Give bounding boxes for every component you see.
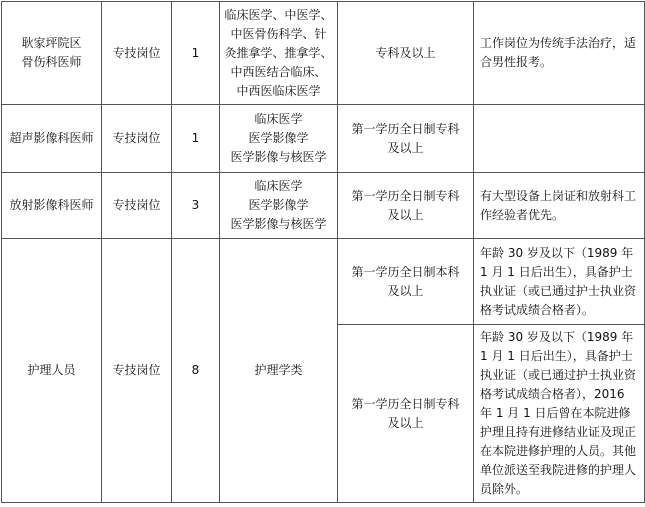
education-text: 及以上 — [387, 415, 424, 430]
education-cell — [338, 325, 474, 503]
position-text: 骨伤科医师 — [21, 55, 82, 69]
position-cell: 护理人员 — [2, 239, 102, 503]
major-cell: 护理学类 — [220, 239, 338, 503]
table-row — [2, 2, 645, 105]
major-text: 医学影像与核医学 — [230, 217, 327, 231]
table-row — [2, 239, 645, 325]
headcount-cell: 1 — [172, 105, 220, 173]
education-cell — [338, 105, 474, 173]
table-row — [2, 105, 645, 173]
recruitment-table — [1, 1, 645, 503]
education-cell: 专科及以上 — [338, 2, 474, 105]
post-type-cell: 专技岗位 — [102, 105, 172, 173]
requirements-cell: 有大型设备上岗证和放射科工作经验者优先。 — [474, 173, 645, 239]
education-cell — [338, 173, 474, 239]
position-text: 耿家坪院区 — [21, 36, 82, 50]
table-row — [2, 173, 645, 239]
education-text: 第一学历全日制专科 — [351, 188, 460, 203]
headcount-cell: 3 — [172, 173, 220, 239]
requirements-cell: 工作岗位为传统手法治疗，适合男性报考。 — [474, 2, 645, 105]
major-text: 临床医学 — [254, 112, 303, 126]
major-text: 医学影像与核医学 — [230, 150, 327, 164]
post-type-cell: 专技岗位 — [102, 2, 172, 105]
major-cell — [220, 105, 338, 173]
position-cell: 放射影像科医师 — [2, 173, 102, 239]
education-text: 第一学历全日制专科 — [351, 121, 460, 136]
post-type-cell: 专技岗位 — [102, 239, 172, 503]
major-text: 中西医临床医学 — [236, 83, 321, 98]
position-cell: 超声影像科医师 — [2, 105, 102, 173]
position-cell — [2, 2, 102, 105]
major-text: 临床医学、中医学、 — [224, 7, 333, 22]
education-text: 第一学历全日制专科 — [351, 396, 460, 411]
headcount-cell: 1 — [172, 2, 220, 105]
major-text: 中西医结合临床、 — [230, 64, 327, 79]
education-text: 及以上 — [387, 140, 424, 155]
education-text: 及以上 — [387, 207, 424, 222]
education-text: 及以上 — [387, 283, 424, 298]
major-text: 中医骨伤科学、针 — [230, 26, 327, 41]
major-cell — [220, 173, 338, 239]
education-text: 第一学历全日制本科 — [351, 264, 460, 279]
major-text: 临床医学 — [254, 179, 303, 193]
education-cell — [338, 239, 474, 325]
major-text: 灸推拿学、推拿学、 — [224, 45, 333, 60]
major-text: 医学影像学 — [248, 198, 309, 212]
requirements-cell: 年龄 30 岁及以下（1989 年 1 月 1 日后出生），具备护士执业证（或已通过护士执业资格考试成绩合格者）。 — [474, 239, 645, 325]
requirements-cell — [474, 105, 645, 173]
major-cell — [220, 2, 338, 105]
requirements-cell: 年龄 30 岁及以下（1989 年 1 月 1 日后出生），具备护士执业证（或已通过护士执业资格考试成绩合格者），2016 年 1 月 1 日后曾在本院进修护理且持有进修结业证及现正在本院进修护理的人员。其他单位派送至我院进修的护理人员除外。 — [474, 325, 645, 503]
headcount-cell: 8 — [172, 239, 220, 503]
major-text: 医学影像学 — [248, 131, 309, 145]
post-type-cell: 专技岗位 — [102, 173, 172, 239]
